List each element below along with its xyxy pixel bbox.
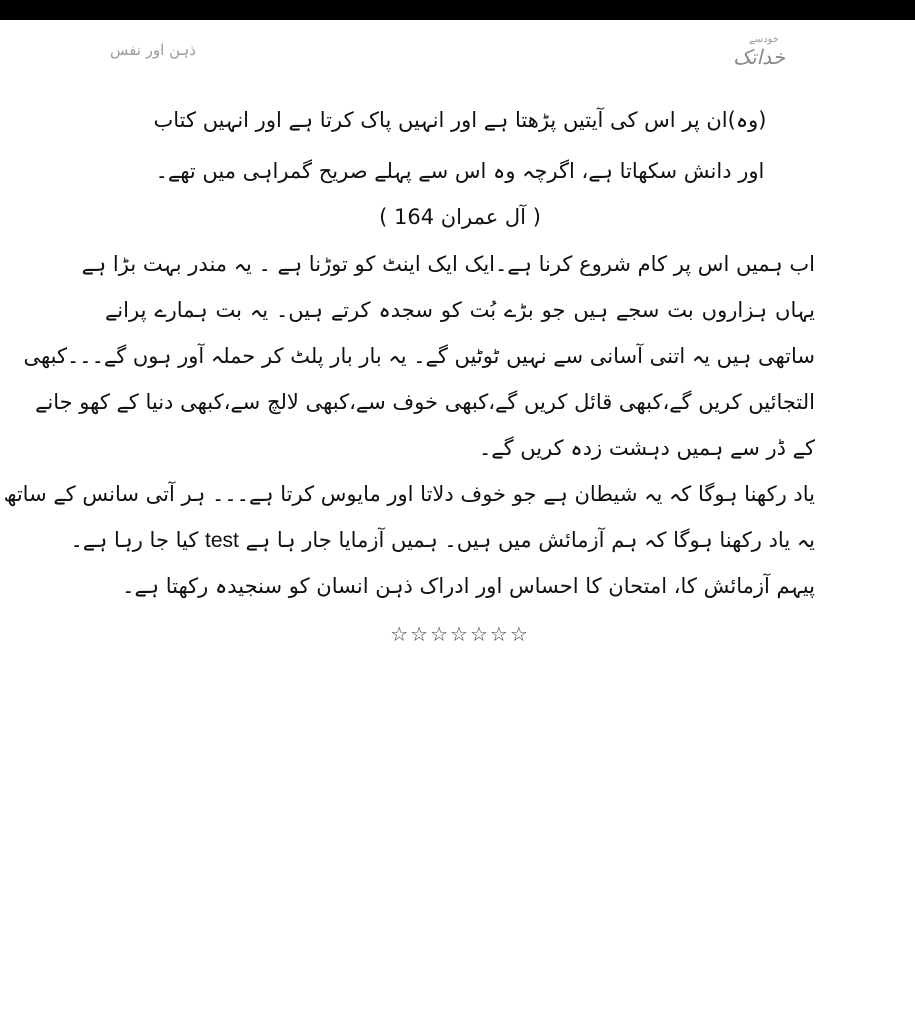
paragraph-2 [3, 471, 815, 609]
book-logo-top-text: خودسے [748, 34, 779, 45]
paragraph-line: ساتھی ہیں یہ اتنی آسانی سے نہیں ٹوٹیں گے۔ یہ بار بار پلٹ کر حملہ آور ہوں گے۔۔۔کبھی [23, 344, 815, 368]
chapter-title: ذہن اور نفس [110, 41, 196, 59]
book-title-logo [705, 36, 785, 70]
paragraph-1 [23, 241, 815, 471]
paragraph-line: کے ڈر سے ہمیں دہشت زدہ کریں گے۔ [478, 436, 815, 460]
paragraph-line-head: یہ یاد رکھنا ہوگا کہ ہم آزمائش میں ہیں۔ ہمیں آزمایا جار ہا ہے [245, 528, 815, 552]
paragraph-line-with-english [70, 517, 815, 563]
paragraph-line: یاد رکھنا ہوگا کہ یہ شیطان ہے جو خوف دلاتا اور مایوس کرتا ہے۔۔۔ ہر آتی سانس کے ساتھ [3, 482, 815, 506]
top-black-bar [0, 0, 915, 20]
verse-line: (وہ)ان پر اس کی آیتیں پڑھتا ہے اور انہیں پاک کرتا ہے اور انہیں کتاب [153, 108, 767, 132]
book-logo-main-text: خداتک [733, 45, 785, 69]
running-header [0, 34, 915, 74]
paragraph-line: التجائیں کریں گے،کبھی قائل کریں گے،کبھی خوف سے،کبھی لالچ سے،کبھی دنیا کے کھو جانے [35, 390, 815, 414]
page-content [3, 95, 815, 659]
verse-reference: ( آل عمران 164 ) [379, 205, 541, 229]
english-word-test: test [205, 529, 239, 552]
quran-verse [105, 95, 815, 241]
paragraph-line: یہاں ہزاروں بت سجے ہیں جو بڑے بُت کو سجدہ کرتے ہیں۔ یہ بت ہمارے پرانے [105, 298, 815, 322]
verse-line: اور دانش سکھاتا ہے، اگرچہ وہ اس سے پہلے صریح گمراہی میں تھے۔ [155, 159, 765, 183]
star-divider: ☆☆☆☆☆☆☆ [390, 622, 530, 646]
paragraph-line-tail: کیا جا رہا ہے۔ [70, 528, 199, 552]
paragraph-line: اب ہمیں اس پر کام شروع کرنا ہے۔ایک ایک اینٹ کو توڑنا ہے ۔ یہ مندر بہت بڑا ہے [81, 252, 815, 276]
paragraph-line: پیہم آزمائش کا، امتحان کا احساس اور ادراک ذہن انسان کو سنجیدہ رکھتا ہے۔ [122, 574, 815, 598]
